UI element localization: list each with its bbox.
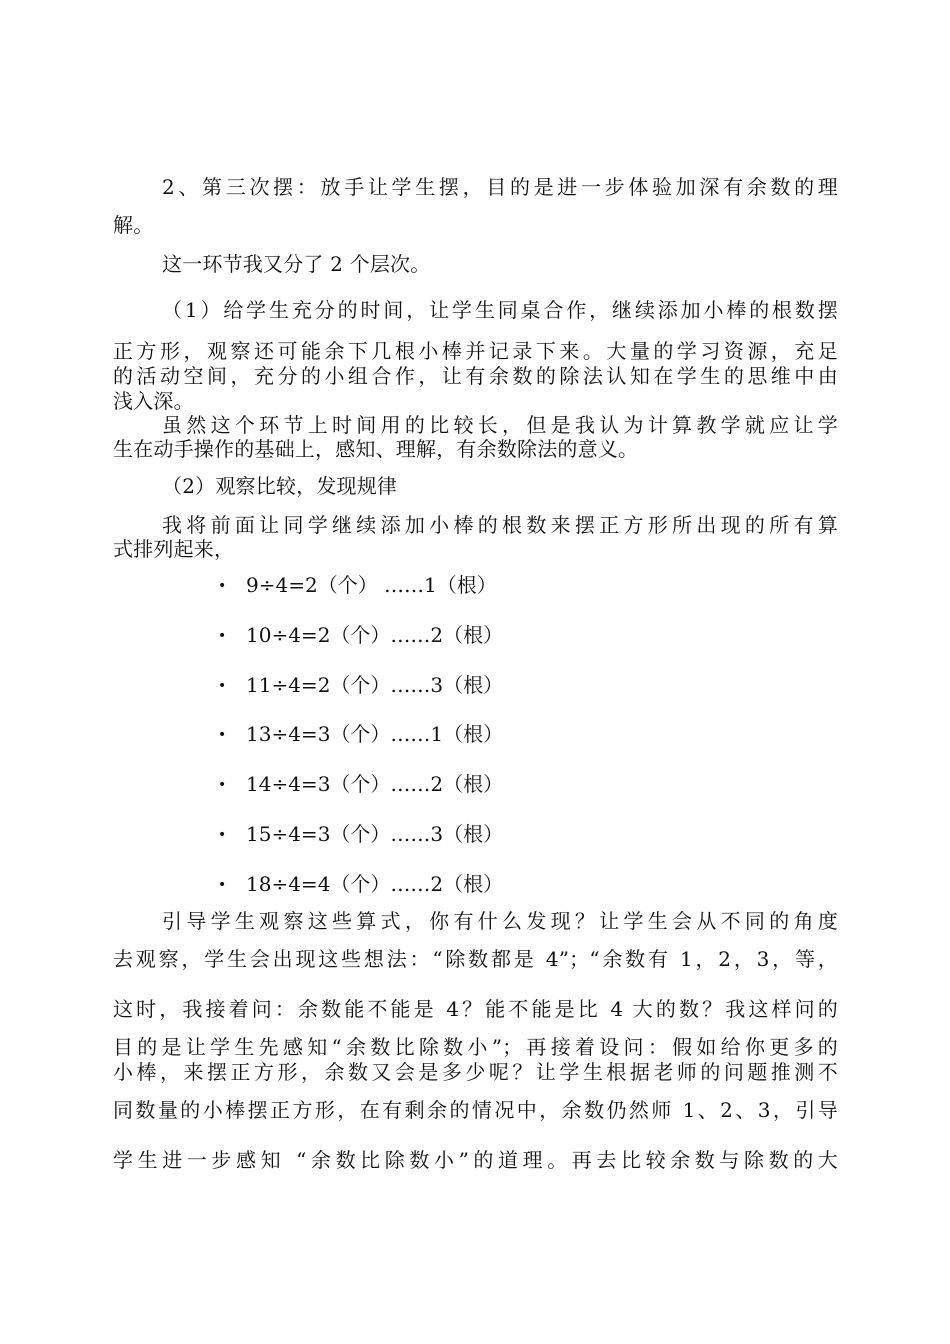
equation-text: 15÷4=3（个）……3（根） xyxy=(246,822,504,846)
equation-list-item xyxy=(218,771,503,798)
paragraph-line: 生在动手操作的基础上，感知、理解，有余数除法的意义。 xyxy=(113,437,639,461)
paragraph-line: 引导学生观察这些算式，你有什么发现？让学生会从不同的角度 xyxy=(162,909,838,933)
equation-list-item xyxy=(218,871,503,898)
paragraph-line: 我将前面让同学继续添加小棒的根数来摆正方形所出现的所有算 xyxy=(162,513,838,537)
equation-list-item xyxy=(218,721,503,748)
equation-list-item xyxy=(218,672,503,699)
bullet-icon: • xyxy=(218,877,227,893)
bullet-icon: • xyxy=(218,678,227,694)
paragraph-line: 虽然这个环节上时间用的比较长，但是我认为计算教学就应让学 xyxy=(162,413,838,437)
bullet-icon: • xyxy=(218,628,227,644)
section-heading: （2）观察比较，发现规律 xyxy=(162,474,398,498)
equation-text: 13÷4=3（个）……1（根） xyxy=(246,722,504,746)
equation-text: 18÷4=4（个）……2（根） xyxy=(246,872,504,896)
paragraph-line: 这时，我接着问：余数能不能是 4？能不能是比 4 大的数？我这样问的 xyxy=(113,997,838,1021)
paragraph-line: 式排列起来， xyxy=(113,537,235,561)
equation-text: 10÷4=2（个）……2（根） xyxy=(246,623,504,647)
paragraph-line: （1）给学生充分的时间，让学生同桌合作，继续添加小棒的根数摆 xyxy=(162,298,838,322)
paragraph-line: 同数量的小棒摆正方形，在有剩余的情况中，余数仍然师 1、2、3，引导 xyxy=(113,1098,838,1122)
bullet-icon: • xyxy=(218,827,227,843)
paragraph-line: 2、第三次摆：放手让学生摆，目的是进一步体验加深有余数的理 xyxy=(162,175,838,199)
paragraph-line: 浅入深。 xyxy=(113,389,194,413)
equation-text: 9÷4=2（个） ……1（根） xyxy=(246,573,497,597)
paragraph-line: 去观察，学生会出现这些想法：“除数都是 4”；“余数有 1，2，3，等， xyxy=(113,947,838,971)
equation-list-item xyxy=(218,821,503,848)
bullet-icon: • xyxy=(218,727,227,743)
bullet-icon: • xyxy=(218,578,227,594)
paragraph-line: 正方形，观察还可能余下几根小棒并记录下来。大量的学习资源，充足 xyxy=(113,339,838,363)
equation-list-item xyxy=(218,622,503,649)
paragraph-line: 这一环节我又分了 2 个层次。 xyxy=(162,252,431,276)
paragraph-line: 小棒，来摆正方形，余数又会是多少呢？让学生根据老师的问题推测不 xyxy=(113,1060,838,1084)
paragraph-line: 学生进一步感知 “余数比除数小”的道理。再去比较余数与除数的大 xyxy=(113,1148,838,1172)
equation-text: 11÷4=2（个）……3（根） xyxy=(246,673,504,697)
paragraph-line: 目的是让学生先感知“余数比除数小”；再接着设问：假如给你更多的 xyxy=(113,1035,838,1059)
paragraph-line: 解。 xyxy=(113,213,154,237)
equation-list-item xyxy=(218,572,497,599)
bullet-icon: • xyxy=(218,777,227,793)
paragraph-line: 的活动空间，充分的小组合作，让有余数的除法认知在学生的思维中由 xyxy=(113,364,838,388)
equation-text: 14÷4=3（个）……2（根） xyxy=(246,772,504,796)
